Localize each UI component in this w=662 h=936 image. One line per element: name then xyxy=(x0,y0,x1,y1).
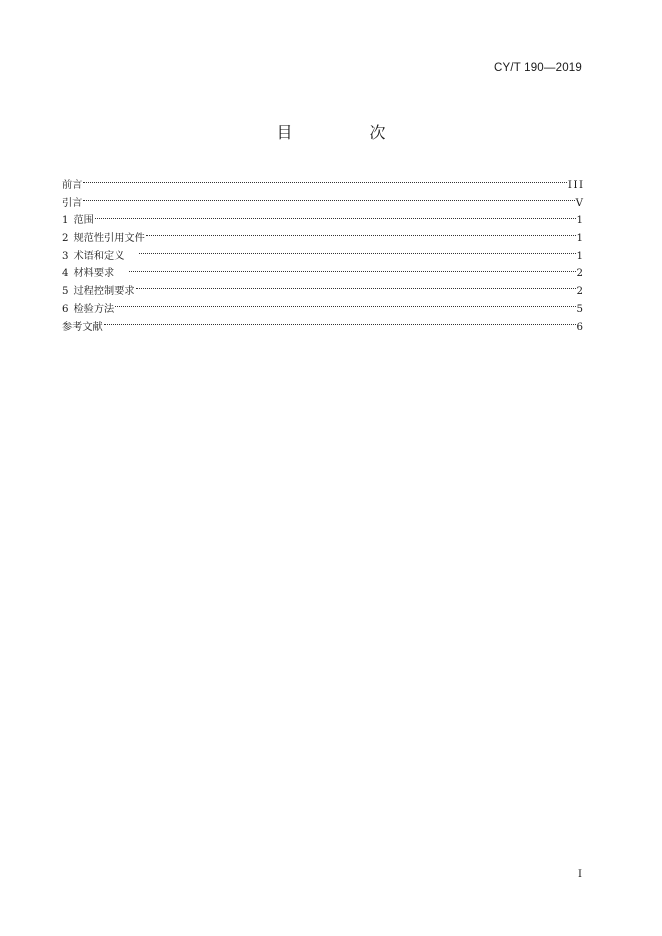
toc-entry-number: 6 xyxy=(62,303,69,315)
toc-entry-process-control[interactable] xyxy=(62,283,583,301)
toc-entry-page: III xyxy=(567,180,585,191)
toc-entry-bibliography[interactable] xyxy=(62,319,583,337)
toc-entry-page: 1 xyxy=(576,250,585,262)
toc-entry-label: 材料要求 xyxy=(73,268,115,280)
toc-dot-leader xyxy=(146,235,576,236)
toc-entry-page: 5 xyxy=(576,303,585,315)
toc-entry-terms-definitions[interactable] xyxy=(62,248,583,266)
toc-entry-number: 3 xyxy=(62,250,69,262)
toc-entry-page: V xyxy=(575,197,585,209)
toc-entry-material-requirements[interactable] xyxy=(62,265,583,283)
toc-entry-foreword[interactable] xyxy=(62,177,583,195)
toc-entry-test-methods[interactable] xyxy=(62,301,583,319)
toc-entry-page: 6 xyxy=(576,321,585,333)
toc-dot-leader xyxy=(136,288,576,289)
toc-entry-label: 检验方法 xyxy=(73,303,115,315)
toc-entry-page: 2 xyxy=(576,268,585,280)
toc-entry-label: 过程控制要求 xyxy=(73,286,135,298)
toc-entry-label: 前言 xyxy=(62,180,83,191)
table-of-contents xyxy=(62,177,583,336)
toc-entry-scope[interactable] xyxy=(62,212,583,230)
toc-dot-leader xyxy=(104,324,576,325)
page-number: I xyxy=(578,869,582,880)
toc-entry-page: 1 xyxy=(576,233,585,245)
toc-dot-leader xyxy=(83,200,574,201)
toc-dot-leader xyxy=(129,271,575,272)
toc-entry-number: 5 xyxy=(62,286,69,298)
toc-entry-introduction[interactable] xyxy=(62,195,583,213)
toc-entry-number: 4 xyxy=(62,268,69,280)
toc-entry-label: 引言 xyxy=(62,197,83,209)
toc-entry-label: 参考文献 xyxy=(62,321,103,333)
standard-code: CY/T 190—2019 xyxy=(493,62,582,74)
toc-dot-leader xyxy=(115,306,575,307)
toc-entry-page: 2 xyxy=(576,286,585,298)
toc-entry-label: 术语和定义 xyxy=(73,250,125,262)
page-title: 目 次 xyxy=(276,123,422,142)
toc-entry-normative-references[interactable] xyxy=(62,230,583,248)
toc-entry-number: 2 xyxy=(62,233,69,245)
toc-dot-leader xyxy=(139,253,575,254)
toc-entry-label: 范围 xyxy=(73,215,94,227)
toc-entry-label: 规范性引用文件 xyxy=(73,233,145,245)
toc-dot-leader xyxy=(95,218,576,219)
toc-entry-number: 1 xyxy=(62,215,69,227)
toc-dot-leader xyxy=(83,182,567,183)
toc-entry-page: 1 xyxy=(576,215,585,227)
